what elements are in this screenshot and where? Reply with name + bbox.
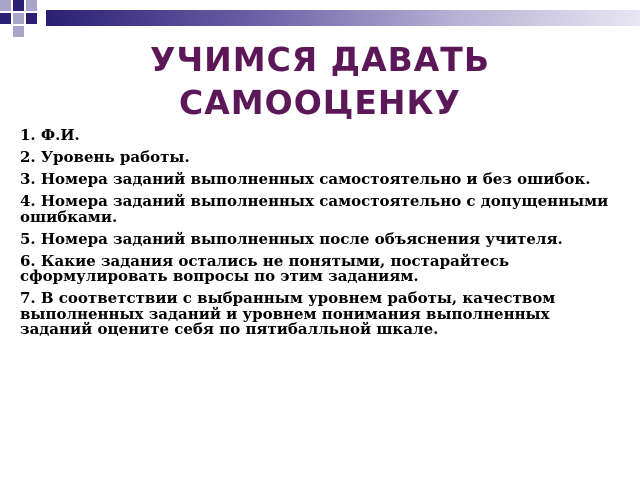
- deco-square: [0, 13, 11, 24]
- list-item: 6. Какие задания остались не понятыми, постарайтесь сформулировать вопросы по этим заданиям.: [20, 251, 510, 285]
- self-assessment-list: [20, 128, 610, 344]
- slide-title: [20, 38, 620, 124]
- list-item: 3. Номера заданий выполненных самостоятельно и без ошибок.: [20, 170, 591, 188]
- deco-square: [13, 0, 24, 11]
- list-item: 5. Номера заданий выполненных после объяснения учителя.: [20, 229, 563, 248]
- deco-square: [26, 13, 37, 24]
- slide-title-line2: САМООЦЕНКУ: [179, 83, 461, 122]
- deco-square: [13, 13, 24, 24]
- list-item: 4. Номера заданий выполненных самостоятельно с допущенными ошибками.: [20, 192, 609, 226]
- deco-square: [0, 0, 11, 11]
- slide-title-line1: УЧИМСЯ ДАВАТЬ: [150, 40, 490, 79]
- deco-square: [26, 0, 37, 11]
- list-item: 1. Ф.И.: [20, 126, 80, 144]
- header-gradient-band: [46, 10, 640, 26]
- deco-square: [13, 26, 24, 37]
- list-item: 7. В соответствии с выбранным уровнем работы, качеством выполненных заданий и уровнем понимания выполненных заданий оцените себя по пятибалльной шкале.: [20, 289, 556, 338]
- list-item: 2. Уровень работы.: [20, 148, 190, 166]
- header-decoration: [0, 0, 640, 40]
